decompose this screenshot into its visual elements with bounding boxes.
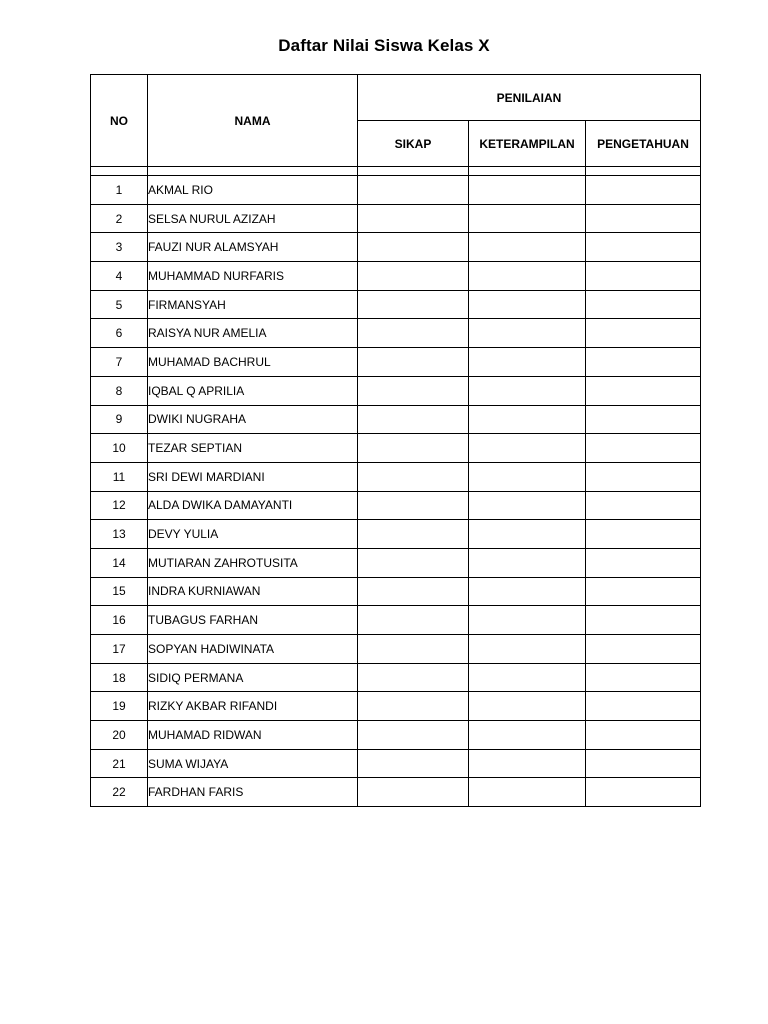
row-number: 4 <box>91 262 148 291</box>
header-keterampilan: KETERAMPILAN <box>469 121 586 167</box>
pengetahuan-score-cell[interactable] <box>586 233 701 262</box>
header-gap-row <box>91 167 701 176</box>
sikap-score-cell[interactable] <box>358 176 469 205</box>
sikap-score-cell[interactable] <box>358 663 469 692</box>
table-row <box>91 262 701 291</box>
table-row <box>91 606 701 635</box>
row-number: 1 <box>91 176 148 205</box>
table-body <box>91 167 701 807</box>
sikap-score-cell[interactable] <box>358 520 469 549</box>
keterampilan-score-cell[interactable] <box>469 348 586 377</box>
student-name: SELSA NURUL AZIZAH <box>148 204 358 233</box>
page-title: Daftar Nilai Siswa Kelas X <box>278 36 490 55</box>
student-name: SIDIQ PERMANA <box>148 663 358 692</box>
row-number: 20 <box>91 721 148 750</box>
keterampilan-score-cell[interactable] <box>469 290 586 319</box>
pengetahuan-score-cell[interactable] <box>586 262 701 291</box>
keterampilan-score-cell[interactable] <box>469 778 586 807</box>
header-no: NO <box>91 75 148 167</box>
sikap-score-cell[interactable] <box>358 290 469 319</box>
row-number: 10 <box>91 434 148 463</box>
table-row <box>91 204 701 233</box>
sikap-score-cell[interactable] <box>358 548 469 577</box>
gap-cell <box>469 167 586 176</box>
student-name: MUHAMAD RIDWAN <box>148 721 358 750</box>
header-nama: NAMA <box>148 75 358 167</box>
gap-cell <box>586 167 701 176</box>
gap-cell <box>91 167 148 176</box>
keterampilan-score-cell[interactable] <box>469 405 586 434</box>
sikap-score-cell[interactable] <box>358 721 469 750</box>
keterampilan-score-cell[interactable] <box>469 233 586 262</box>
keterampilan-score-cell[interactable] <box>469 548 586 577</box>
sikap-score-cell[interactable] <box>358 778 469 807</box>
row-number: 12 <box>91 491 148 520</box>
row-number: 15 <box>91 577 148 606</box>
pengetahuan-score-cell[interactable] <box>586 176 701 205</box>
keterampilan-score-cell[interactable] <box>469 434 586 463</box>
pengetahuan-score-cell[interactable] <box>586 606 701 635</box>
table-row <box>91 663 701 692</box>
sikap-score-cell[interactable] <box>358 635 469 664</box>
row-number: 19 <box>91 692 148 721</box>
student-name: RIZKY AKBAR RIFANDI <box>148 692 358 721</box>
pengetahuan-score-cell[interactable] <box>586 319 701 348</box>
sikap-score-cell[interactable] <box>358 376 469 405</box>
student-name: MUHAMAD BACHRUL <box>148 348 358 377</box>
student-name: FAUZI NUR ALAMSYAH <box>148 233 358 262</box>
pengetahuan-score-cell[interactable] <box>586 348 701 377</box>
sikap-score-cell[interactable] <box>358 491 469 520</box>
table-row <box>91 778 701 807</box>
pengetahuan-score-cell[interactable] <box>586 721 701 750</box>
table-row <box>91 721 701 750</box>
student-name: TEZAR SEPTIAN <box>148 434 358 463</box>
row-number: 22 <box>91 778 148 807</box>
student-name: TUBAGUS FARHAN <box>148 606 358 635</box>
row-number: 6 <box>91 319 148 348</box>
table-row <box>91 749 701 778</box>
student-name: DWIKI NUGRAHA <box>148 405 358 434</box>
table-row <box>91 176 701 205</box>
keterampilan-score-cell[interactable] <box>469 319 586 348</box>
student-name: MUTIARAN ZAHROTUSITA <box>148 548 358 577</box>
pengetahuan-score-cell[interactable] <box>586 491 701 520</box>
student-name: AKMAL RIO <box>148 176 358 205</box>
sikap-score-cell[interactable] <box>358 233 469 262</box>
table-row <box>91 233 701 262</box>
table-row <box>91 491 701 520</box>
keterampilan-score-cell[interactable] <box>469 262 586 291</box>
keterampilan-score-cell[interactable] <box>469 692 586 721</box>
keterampilan-score-cell[interactable] <box>469 376 586 405</box>
sikap-score-cell[interactable] <box>358 606 469 635</box>
row-number: 7 <box>91 348 148 377</box>
student-name: MUHAMMAD NURFARIS <box>148 262 358 291</box>
header-penilaian: PENILAIAN <box>358 75 701 121</box>
gap-cell <box>358 167 469 176</box>
pengetahuan-score-cell[interactable] <box>586 290 701 319</box>
pengetahuan-score-cell[interactable] <box>586 548 701 577</box>
table-row <box>91 635 701 664</box>
student-name: INDRA KURNIAWAN <box>148 577 358 606</box>
sikap-score-cell[interactable] <box>358 577 469 606</box>
row-number: 2 <box>91 204 148 233</box>
sikap-score-cell[interactable] <box>358 749 469 778</box>
gap-cell <box>148 167 358 176</box>
table-row <box>91 577 701 606</box>
sikap-score-cell[interactable] <box>358 204 469 233</box>
table-row <box>91 520 701 549</box>
row-number: 18 <box>91 663 148 692</box>
table-row <box>91 462 701 491</box>
row-number: 16 <box>91 606 148 635</box>
student-name: ALDA DWIKA DAMAYANTI <box>148 491 358 520</box>
keterampilan-score-cell[interactable] <box>469 462 586 491</box>
table-row <box>91 376 701 405</box>
row-number: 3 <box>91 233 148 262</box>
student-name: FIRMANSYAH <box>148 290 358 319</box>
student-name: RAISYA NUR AMELIA <box>148 319 358 348</box>
student-name: SRI DEWI MARDIANI <box>148 462 358 491</box>
sikap-score-cell[interactable] <box>358 692 469 721</box>
keterampilan-score-cell[interactable] <box>469 635 586 664</box>
keterampilan-score-cell[interactable] <box>469 176 586 205</box>
table-row <box>91 290 701 319</box>
row-number: 13 <box>91 520 148 549</box>
student-name: FARDHAN FARIS <box>148 778 358 807</box>
grade-table <box>90 74 701 807</box>
row-number: 14 <box>91 548 148 577</box>
student-name: IQBAL Q APRILIA <box>148 376 358 405</box>
table-row <box>91 405 701 434</box>
pengetahuan-score-cell[interactable] <box>586 204 701 233</box>
header-pengetahuan: PENGETAHUAN <box>586 121 701 167</box>
table-row <box>91 548 701 577</box>
student-name: SUMA WIJAYA <box>148 749 358 778</box>
table-row <box>91 692 701 721</box>
table-row <box>91 434 701 463</box>
keterampilan-score-cell[interactable] <box>469 520 586 549</box>
pengetahuan-score-cell[interactable] <box>586 635 701 664</box>
keterampilan-score-cell[interactable] <box>469 606 586 635</box>
table-row <box>91 348 701 377</box>
pengetahuan-score-cell[interactable] <box>586 376 701 405</box>
keterampilan-score-cell[interactable] <box>469 721 586 750</box>
pengetahuan-score-cell[interactable] <box>586 434 701 463</box>
row-number: 21 <box>91 749 148 778</box>
header-sikap: SIKAP <box>358 121 469 167</box>
keterampilan-score-cell[interactable] <box>469 663 586 692</box>
table-row <box>91 319 701 348</box>
pengetahuan-score-cell[interactable] <box>586 778 701 807</box>
sikap-score-cell[interactable] <box>358 262 469 291</box>
row-number: 9 <box>91 405 148 434</box>
pengetahuan-score-cell[interactable] <box>586 577 701 606</box>
pengetahuan-score-cell[interactable] <box>586 749 701 778</box>
pengetahuan-score-cell[interactable] <box>586 663 701 692</box>
row-number: 8 <box>91 376 148 405</box>
pengetahuan-score-cell[interactable] <box>586 462 701 491</box>
keterampilan-score-cell[interactable] <box>469 577 586 606</box>
student-name: SOPYAN HADIWINATA <box>148 635 358 664</box>
pengetahuan-score-cell[interactable] <box>586 520 701 549</box>
sikap-score-cell[interactable] <box>358 434 469 463</box>
keterampilan-score-cell[interactable] <box>469 204 586 233</box>
keterampilan-score-cell[interactable] <box>469 749 586 778</box>
student-name: DEVY YULIA <box>148 520 358 549</box>
sikap-score-cell[interactable] <box>358 462 469 491</box>
pengetahuan-score-cell[interactable] <box>586 405 701 434</box>
pengetahuan-score-cell[interactable] <box>586 692 701 721</box>
row-number: 11 <box>91 462 148 491</box>
sikap-score-cell[interactable] <box>358 405 469 434</box>
sikap-score-cell[interactable] <box>358 319 469 348</box>
row-number: 17 <box>91 635 148 664</box>
row-number: 5 <box>91 290 148 319</box>
sikap-score-cell[interactable] <box>358 348 469 377</box>
keterampilan-score-cell[interactable] <box>469 491 586 520</box>
